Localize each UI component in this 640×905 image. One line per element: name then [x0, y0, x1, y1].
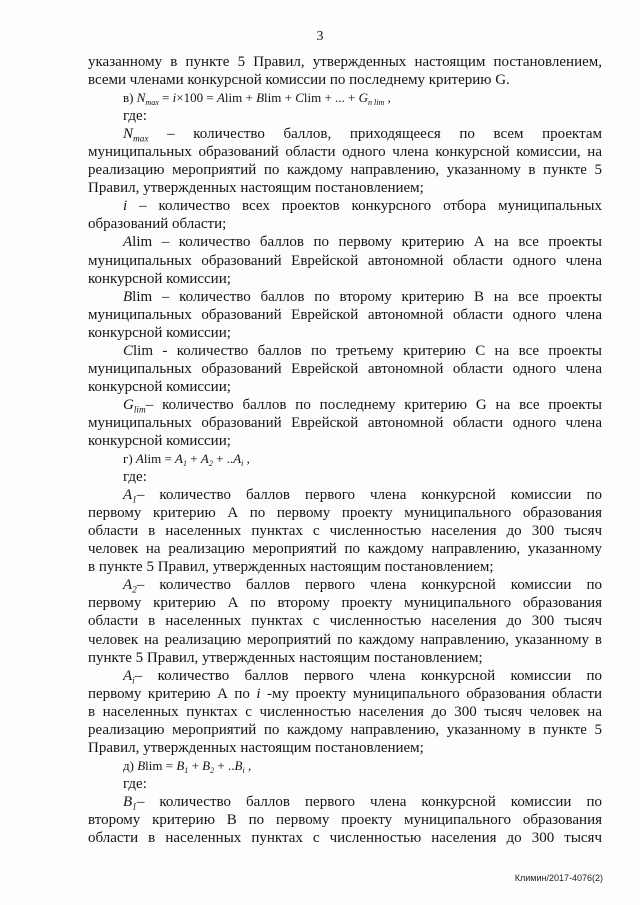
text-line [88, 161, 602, 179]
text-run: муниципальных образований Еврейской автономной области одного члена [88, 306, 602, 323]
math-symbol-base: A [175, 451, 183, 467]
text-run: реализацию мероприятий по каждому направлению, указанному в пункте 5 [88, 162, 602, 179]
math-symbol [176, 758, 188, 773]
text-line [88, 252, 602, 270]
text-run: – количество баллов первого члена конкурсной комиссии по [136, 577, 602, 594]
text-run: указанному в пункте 5 Правил, утвержденных настоящим постановлением, [88, 54, 602, 70]
text-line [88, 631, 602, 649]
text-line [88, 721, 602, 739]
text-line [88, 107, 602, 125]
text-run: – количество баллов по последнему критерию G на все проекты [145, 396, 602, 413]
text-run: Правил, утвержденных настоящим постановлением; [88, 180, 424, 197]
text-line [88, 594, 602, 612]
text-line [88, 432, 602, 450]
math-symbol-subscript: 1 [183, 458, 188, 468]
text-run: всеми членами конкурсной комиссии по последнему критерию G. [88, 72, 510, 89]
text-run: первому критерию А по первому проекту муниципального образования [88, 505, 602, 522]
math-symbol-base: A [123, 234, 133, 251]
text-run: = [158, 90, 173, 106]
text-run: человек на реализацию мероприятий по каждому направлению, указанному в [88, 631, 602, 648]
text-run: муниципальных образований Еврейской автономной области одного члена [88, 414, 602, 431]
math-symbol-base: G [123, 396, 134, 413]
text-run: , [384, 90, 391, 106]
text-line [88, 125, 602, 143]
math-symbol [123, 234, 132, 250]
math-symbol-subscript: max [133, 134, 149, 144]
math-symbol-base: A [123, 577, 133, 594]
text-line [88, 360, 602, 378]
math-symbol-subscript: 2 [132, 585, 137, 595]
text-run: lim = [145, 757, 177, 773]
text-line [88, 143, 602, 161]
math-symbol-base: A [216, 90, 225, 106]
math-symbol [123, 289, 132, 305]
text-run: муниципальных образований области одного члена конкурсной комиссии, на [88, 144, 602, 161]
text-line [88, 504, 602, 522]
math-symbol [123, 343, 133, 359]
math-symbol [137, 90, 159, 105]
math-symbol-subscript: lim [133, 405, 146, 414]
math-symbol-subscript: n lim [368, 97, 385, 107]
formula-line [88, 757, 602, 775]
text-line [88, 306, 602, 324]
text-line [88, 197, 602, 215]
text-line [88, 576, 602, 594]
math-symbol [137, 758, 145, 773]
text-line [88, 270, 602, 288]
math-symbol-subscript: 2 [210, 765, 215, 775]
text-run: + [188, 757, 203, 773]
math-symbol-subscript: i [241, 458, 244, 468]
math-symbol-base: N [123, 126, 134, 143]
text-run: в пункте 5 Правил, утвержденных настоящим постановлением; [88, 559, 494, 576]
text-line [88, 342, 602, 360]
math-symbol-base: G [358, 90, 368, 106]
text-run: , [244, 757, 252, 773]
text-run: – количество баллов первого члена конкурсной комиссии по [136, 793, 602, 810]
document-body [88, 53, 602, 847]
text-line [88, 667, 602, 685]
text-line [88, 324, 602, 342]
text-run: первому критерию А по [88, 685, 257, 702]
formula-line [88, 450, 602, 468]
math-symbol-subscript: i [132, 675, 135, 685]
text-run: lim – количество баллов по второму критерию В на все проекты [132, 288, 602, 305]
math-symbol [123, 794, 137, 810]
math-symbol-subscript: 1 [132, 802, 137, 811]
text-line [88, 378, 602, 396]
text-line [88, 215, 602, 233]
text-run: + .. [212, 451, 234, 467]
math-symbol-base: i [256, 685, 261, 702]
math-symbol [217, 90, 225, 105]
math-symbol [123, 126, 149, 142]
text-run: lim + [224, 90, 257, 106]
page-number: 3 [316, 29, 324, 44]
text-run: lim + [264, 90, 296, 106]
math-symbol [359, 90, 385, 105]
math-symbol-base: C [123, 342, 134, 359]
document-footer-code: Климин/2017-4076(2) [514, 873, 603, 883]
text-line [88, 71, 602, 89]
text-run: конкурсной комиссии; [88, 270, 231, 287]
text-run: – количество баллов первого члена конкурсной комиссии по [136, 487, 602, 504]
text-line [88, 558, 602, 576]
text-line [88, 414, 602, 432]
text-line [88, 649, 602, 667]
math-symbol-subscript: 1 [132, 495, 137, 505]
text-line [88, 540, 602, 558]
text-run: образований области; [88, 216, 227, 233]
math-symbol-base: A [135, 451, 144, 467]
text-run: lim = [143, 451, 176, 467]
text-run: г) [123, 451, 136, 467]
text-line [88, 522, 602, 540]
text-run: + [187, 451, 201, 467]
math-symbol [123, 577, 137, 593]
text-run: lim – количество баллов по первому критерию А на все проекты [132, 234, 602, 251]
math-symbol [202, 758, 214, 773]
math-symbol [123, 668, 135, 684]
text-line [88, 396, 602, 414]
text-run: в населенных пунктах с численностью населения до 300 тысяч человек на [88, 703, 602, 720]
math-symbol-base: B [176, 757, 185, 773]
math-symbol-base: B [123, 288, 133, 305]
math-symbol-base: i [172, 90, 177, 106]
math-symbol-base: B [137, 757, 146, 773]
text-run: ×100 = [176, 90, 217, 106]
text-line [88, 486, 602, 504]
text-run: реализацию мероприятий по каждому направлению, указанному в пункте 5 [88, 721, 602, 738]
text-run: конкурсной комиссии; [88, 378, 231, 395]
math-symbol [201, 451, 213, 466]
math-symbol [256, 90, 264, 105]
math-symbol-base: A [123, 667, 133, 684]
text-run: пункте 5 Правил, утвержденных настоящим постановлением; [88, 649, 483, 666]
text-run: , [243, 451, 250, 467]
text-run: д) [123, 757, 138, 773]
math-symbol-subscript: 1 [184, 765, 189, 775]
text-run: lim - количество баллов по третьему критерию С на все проекты [133, 342, 602, 359]
text-line [88, 612, 602, 630]
text-run: конкурсной комиссии; [88, 432, 231, 449]
math-symbol-subscript: 2 [208, 458, 213, 468]
math-symbol [123, 487, 137, 503]
text-line [88, 233, 602, 251]
text-line [88, 288, 602, 306]
text-line [88, 811, 602, 829]
math-symbol [295, 90, 304, 105]
math-symbol-base: A [123, 487, 133, 504]
text-line [88, 685, 602, 703]
text-run: где: [123, 775, 147, 792]
text-run: -му проекту муниципального образования области [260, 685, 602, 702]
math-symbol-base: i [123, 198, 128, 215]
math-symbol [136, 451, 144, 466]
math-symbol [175, 451, 187, 466]
math-symbol [233, 451, 243, 466]
text-run: где: [123, 108, 147, 125]
math-symbol-base: A [233, 451, 242, 467]
math-symbol-base: B [256, 90, 265, 106]
text-run: в) [123, 90, 137, 106]
math-symbol-base: B [202, 757, 211, 773]
text-run: – количество баллов первого члена конкурсной комиссии по [134, 667, 602, 684]
math-symbol-subscript: max [145, 97, 159, 107]
text-run: области в населенных пунктах с численностью населения до 300 тысяч [88, 613, 602, 630]
text-line [88, 703, 602, 721]
text-run: первому критерию А по второму проекту муниципального образования [88, 595, 602, 612]
math-symbol-base: B [123, 793, 133, 810]
text-run: + .. [214, 757, 235, 773]
text-line [88, 53, 602, 71]
text-line [88, 739, 602, 757]
text-run: области в населенных пунктах с численностью населения до 300 тысяч [88, 830, 602, 847]
math-symbol-base: C [295, 90, 304, 106]
text-run: lim + ... + [303, 90, 359, 106]
text-line [88, 179, 602, 197]
math-symbol [123, 397, 146, 413]
text-line [88, 793, 602, 811]
text-run: муниципальных образований Еврейской автономной области одного члена [88, 360, 602, 377]
text-run: – количество всех проектов конкурсного отбора муниципальных [127, 198, 602, 215]
text-line [88, 468, 602, 486]
text-line [88, 829, 602, 847]
text-run: второму критерию В по первому проекту муниципального образования [88, 811, 602, 828]
math-symbol [234, 758, 244, 773]
math-symbol-base: A [200, 451, 209, 467]
math-symbol-base: N [136, 90, 146, 106]
text-run: области в населенных пунктах с численностью населения до 300 тысяч [88, 523, 602, 540]
text-run: где: [123, 469, 147, 486]
text-line [88, 775, 602, 793]
formula-line [88, 89, 602, 107]
math-symbol-base: B [234, 757, 243, 773]
text-run: человек на реализацию мероприятий по каждому направлению, указанному [88, 541, 602, 558]
text-run: конкурсной комиссии; [88, 324, 231, 341]
text-run: муниципальных образований Еврейской автономной области одного члена [88, 252, 602, 269]
text-run: Правил, утвержденных настоящим постановлением; [88, 739, 424, 756]
text-run: – количество баллов, приходящееся по всем проектам [148, 126, 602, 143]
math-symbol-subscript: i [242, 765, 245, 775]
